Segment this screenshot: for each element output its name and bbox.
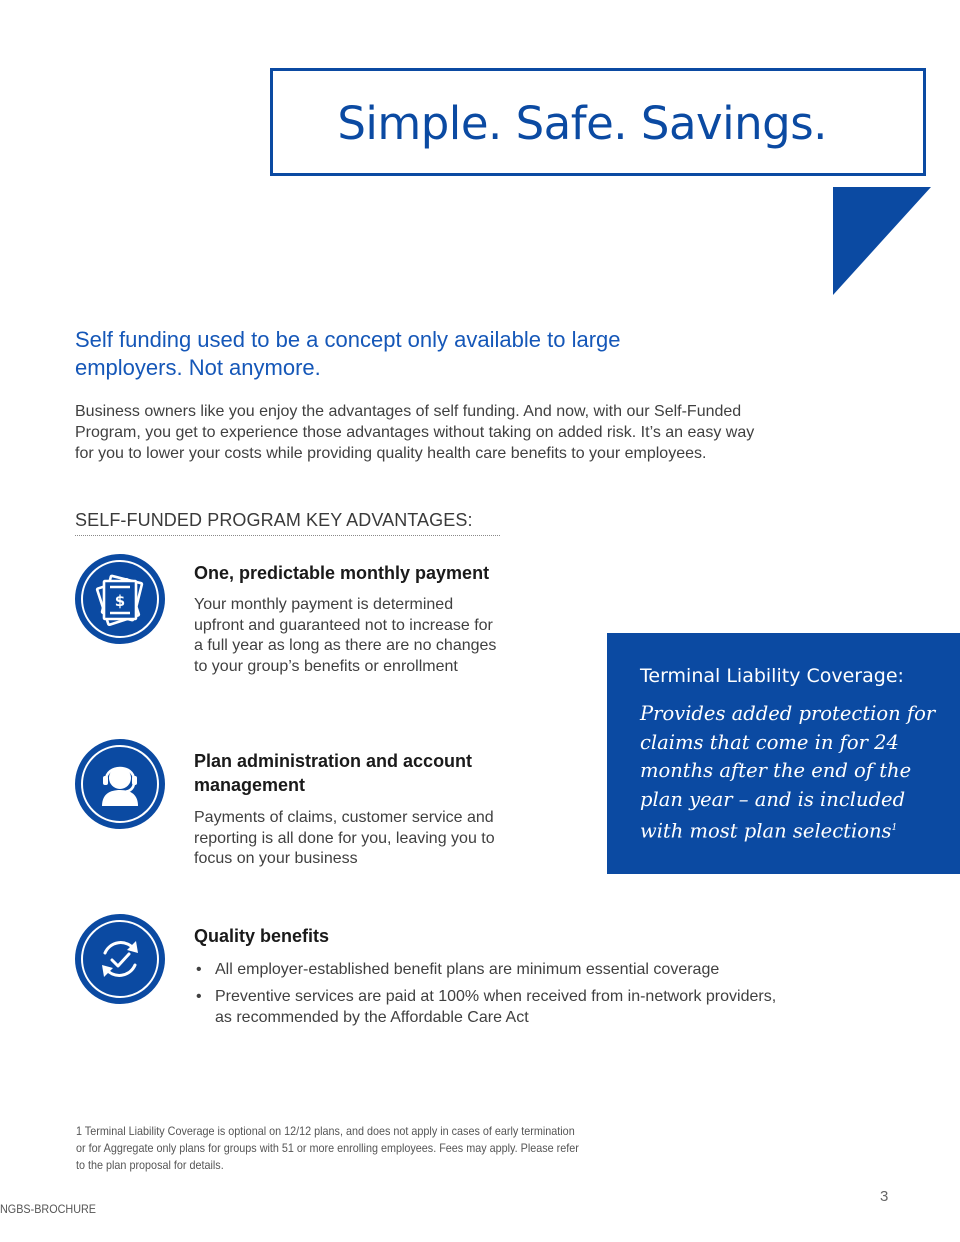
advantage-body-administration: Payments of claims, customer service and reporting is all done for you, leaving you to focus on your business xyxy=(194,809,495,867)
terminal-liability-callout xyxy=(607,633,960,874)
footnote-mark: 1 xyxy=(891,823,898,833)
advantage-title-payment: One, predictable monthly payment xyxy=(194,563,490,583)
svg-text:$: $ xyxy=(114,592,126,610)
headline: Self funding used to be a concept only available to large employers. Not anymore. xyxy=(75,327,621,380)
list-item: • All employer-established benefit plans are minimum essential coverage xyxy=(194,959,794,980)
page-title: Simple. Safe. Savings. xyxy=(337,97,827,150)
corner-triangle-decoration xyxy=(833,187,931,295)
terminal-liability-title: Terminal Liability Coverage: xyxy=(640,665,904,687)
list-item: • Preventive services are paid at 100% when received from in-network providers, as recommended by the Affordable Care Act xyxy=(194,986,794,1028)
headset-agent-icon xyxy=(75,739,165,829)
advantage-title-administration: Plan administration and account management xyxy=(194,751,473,795)
advantage-title-quality: Quality benefits xyxy=(194,926,330,946)
title-box xyxy=(270,68,926,176)
money-icon xyxy=(75,554,165,644)
intro-paragraph: Business owners like you enjoy the advantages of self funding. And now, with our Self-Funded Program, you get to experience those advantages without taking on added risk. It’s an easy way for you to lower your costs while providing quality health care benefits to your employees. xyxy=(75,403,755,462)
terminal-liability-body: Provides added protection for claims that come in for 24 months after the end of the plan year – and is included with most plan selections$^1$ xyxy=(640,702,936,843)
check-cycle-icon xyxy=(75,914,165,1004)
footnote: 1 Terminal Liability Coverage is optional on 12/12 plans, and does not apply in cases of early termination or for Aggregate only plans for groups with 51 or more enrolling employees. Fees may apply. Please refer to the plan proposal for details. xyxy=(76,1124,579,1172)
footer-code: NGBS-BROCHURE xyxy=(0,1202,97,1216)
advantage-body-payment: Your monthly payment is determined upfront and guaranteed not to increase for a full year as long as there are no changes to your group’s benefits or enrollment xyxy=(194,596,497,675)
page-number: 3 xyxy=(880,1188,889,1205)
section-heading: SELF-FUNDED PROGRAM KEY ADVANTAGES: xyxy=(75,510,500,536)
quality-benefits-list xyxy=(194,959,794,1034)
